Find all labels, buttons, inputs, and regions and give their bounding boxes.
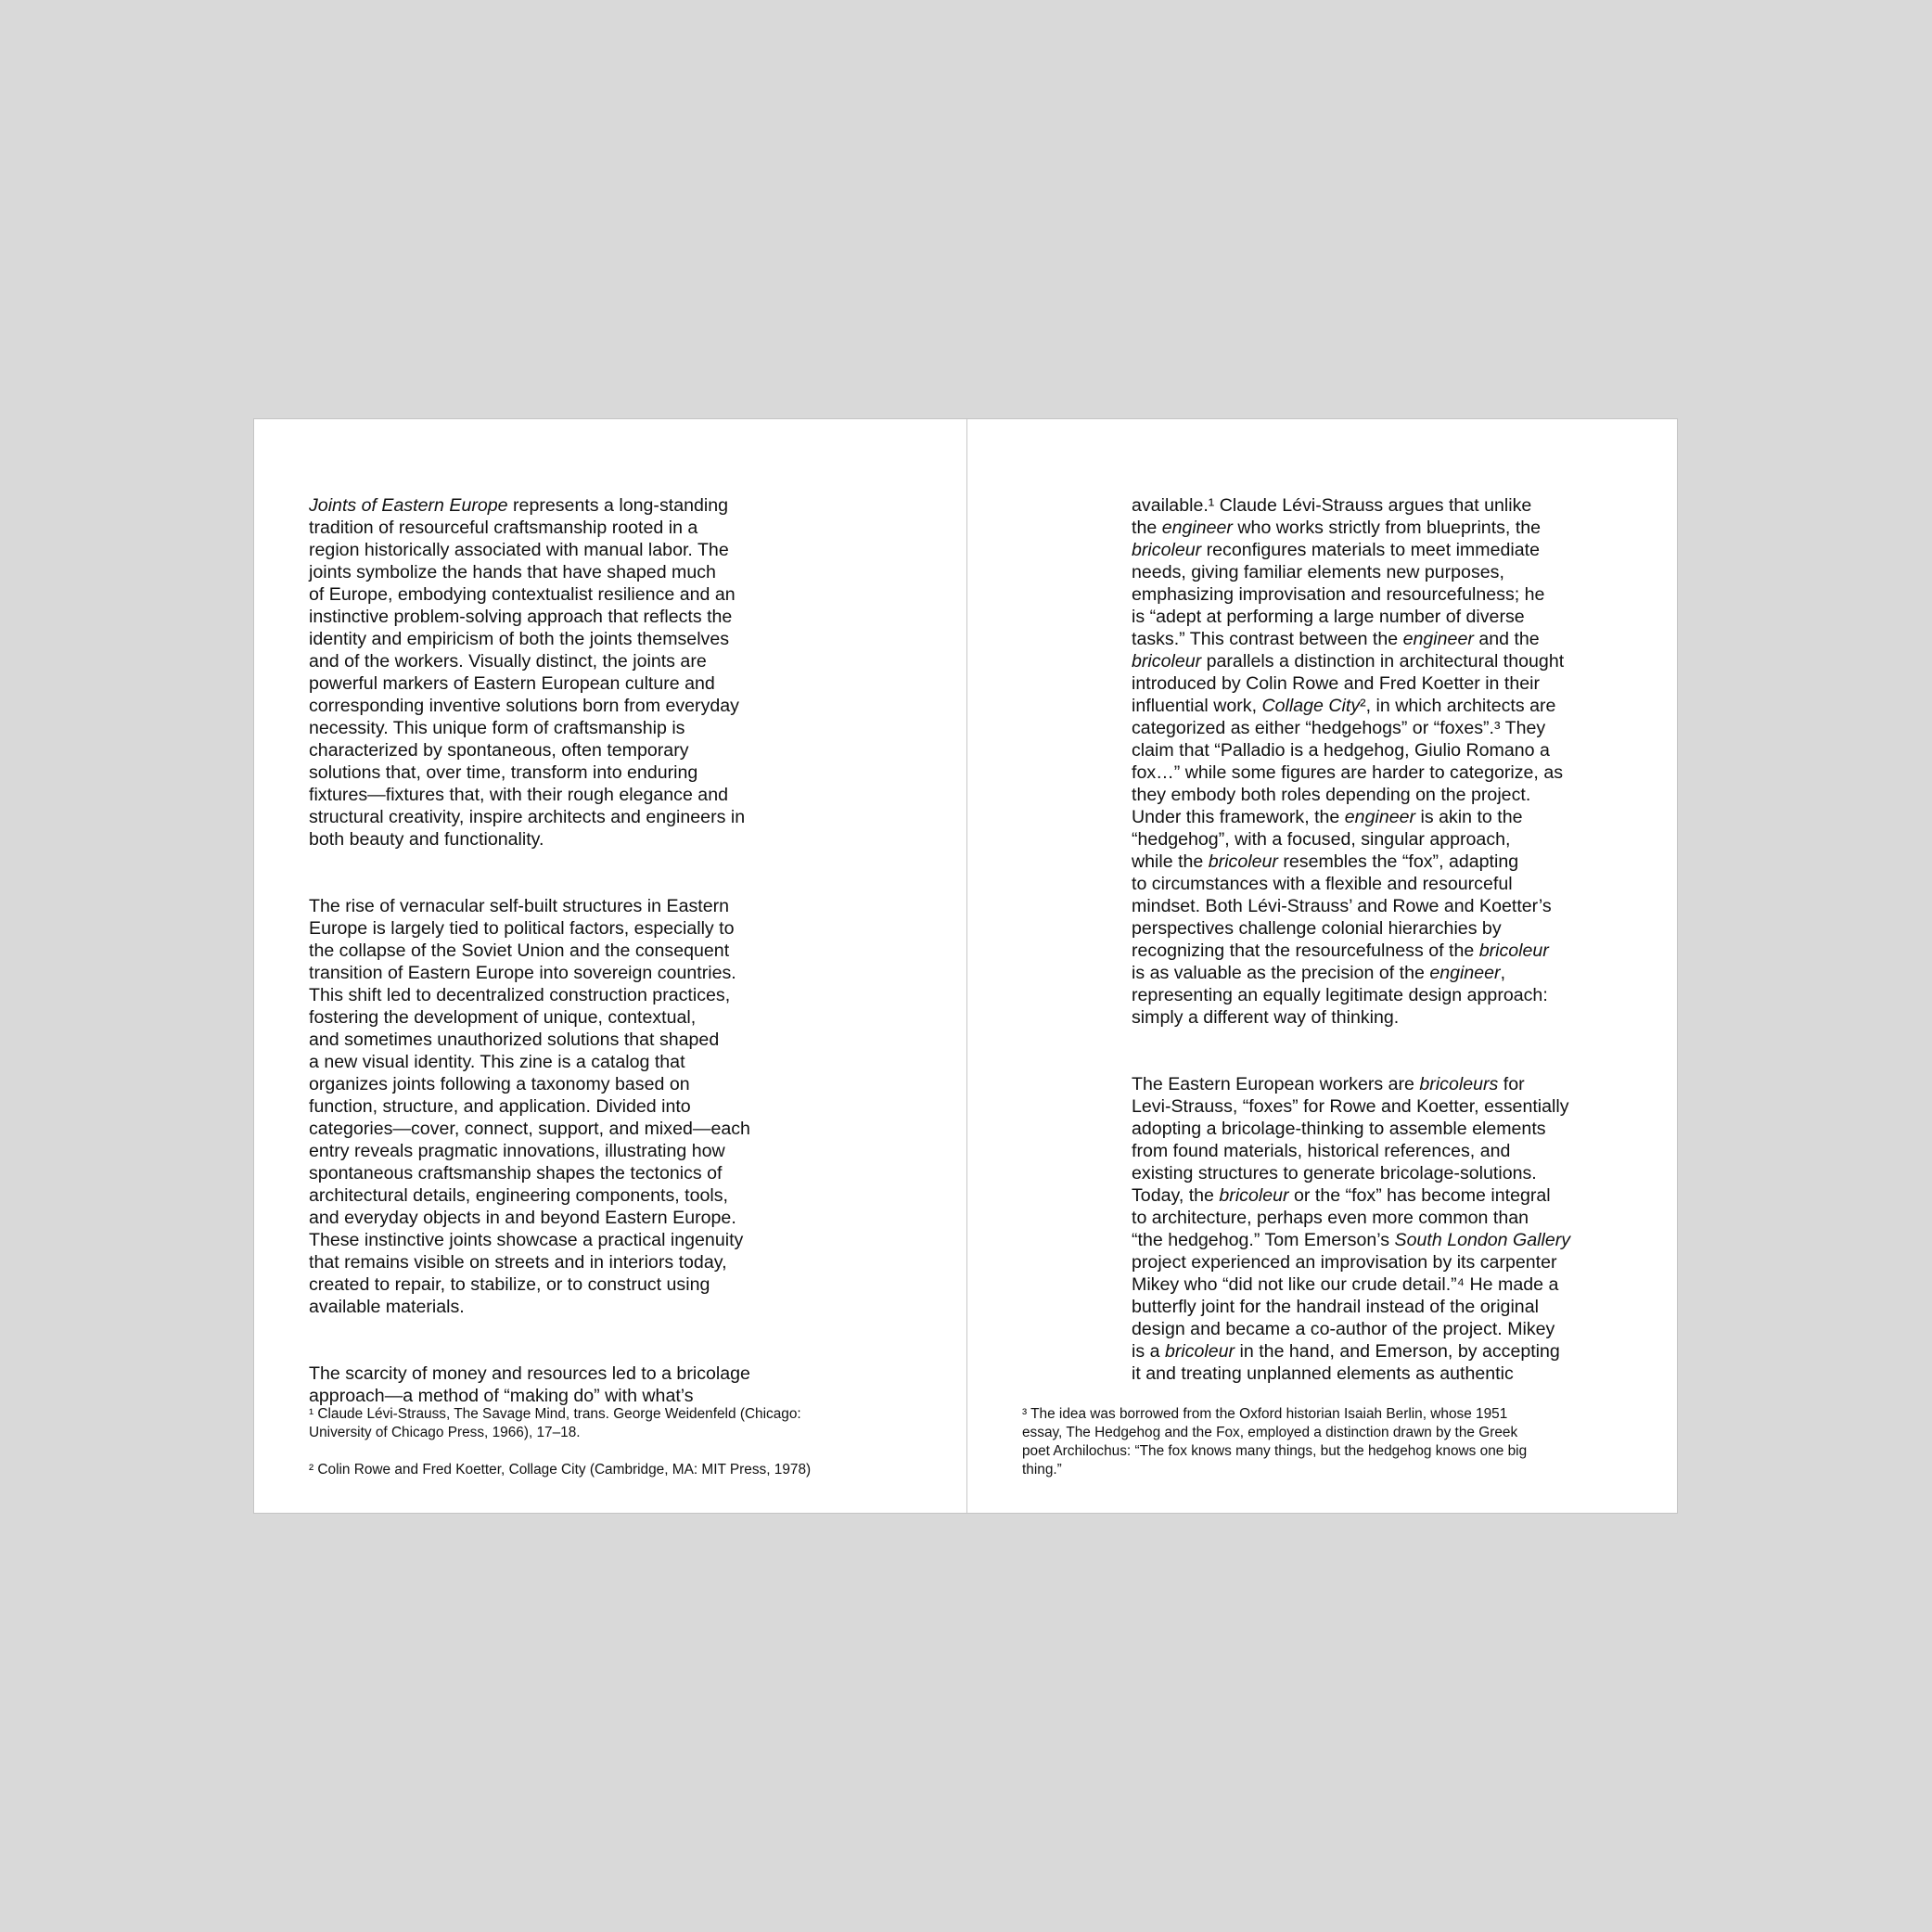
- left-page: [254, 419, 966, 1513]
- right-page-footnotes: [1022, 1387, 1634, 1498]
- left-page-footnotes: [309, 1387, 921, 1498]
- left-paragraph-2: The rise of vernacular self-built structures in Eastern Europe is largely tied to political factors, especially to the collapse of the Soviet Union and the consequent transition of Eastern Europe into sovereign countries. This shift led to decentralized construction practices, fostering the development of unique, contextual, and sometimes unauthorized solutions that shaped a new visual identity. This zine is a catalog that organizes joints following a taxonomy based on function, structure, and application. Divided into categories—cover, connect, support, and mixed—each entry reveals pragmatic innovations, illustrating how spontaneous craftsmanship shapes the tectonics of architectural details, engineering components, tools, and everyday objects in and beyond Eastern Europe. These instinctive joints showcase a practical ingenuity that remains visible on streets and in interiors today, created to repair, to stabilize, or to construct using available materials.: [309, 896, 750, 1317]
- footnote-1: ¹ Claude Lévi-Strauss, The Savage Mind, trans. George Weidenfeld (Chicago: University of Chicago Press, 1966), 17–18.: [309, 1406, 801, 1440]
- footnote-2: ² Colin Rowe and Fred Koetter, Collage City (Cambridge, MA: MIT Press, 1978): [309, 1462, 812, 1478]
- right-paragraph-1: available.¹ Claude Lévi-Strauss argues that unlike the engineer who works strictly from blueprints, the bricoleur reconfigures materials to meet immediate needs, giving familiar elements new purposes, emphasizing improvisation and resourcefulness; he is “adept at performing a large number of diverse tasks.” This contrast between the engineer and the bricoleur parallels a distinction in architectural thought introduced by Colin Rowe and Fred Koetter in their influential work, Collage City², in which architects are categorized as either “hedgehogs” or “foxes”.³ They claim that “Palladio is a hedgehog, Giulio Romano a fox…” while some figures are harder to categorize, as they embody both roles depending on the project. Under this framework, the engineer is akin to the “hedgehog”, with a focused, singular approach, while the bricoleur resembles the “fox”, adapting to circumstances with a flexible and resourceful mindset. Both Lévi-Strauss’ and Rowe and Koetter’s perspectives challenge colonial hierarchies by recognizing that the resourcefulness of the bricoleur is as valuable as the precision of the engineer, representing an equally legitimate design approach: simply a different way of thinking.: [1132, 495, 1565, 1028]
- left-paragraph-1: Joints of Eastern Europe represents a long-standing tradition of resourceful craftsmanship rooted in a region historically associated with manual labor. The joints symbolize the hands that have shaped much of Europe, embodying contextualist resilience and an instinctive problem-solving approach that reflects the identity and empiricism of both the joints themselves and of the workers. Visually distinct, the joints are powerful markers of Eastern European culture and corresponding inventive solutions born from everyday necessity. This unique form of craftsmanship is characterized by spontaneous, often temporary solutions that, over time, transform into enduring fixtures—fixtures that, with their rough elegance and structural creativity, inspire architects and engineers in both beauty and functionality.: [309, 495, 746, 850]
- left-paragraph-3: The scarcity of money and resources led to a bricolage approach—a method of “making do” with what’s: [309, 1363, 750, 1406]
- right-paragraph-2: The Eastern European workers are bricoleurs for Levi-Strauss, “foxes” for Rowe and Koetter, essentially adopting a bricolage-thinking to assemble elements from found materials, historical references, and existing structures to generate bricolage-solutions. Today, the bricoleur or the “fox” has become integral to architecture, perhaps even more common than “the hedgehog.” Tom Emerson’s South London Gallery project experienced an improvisation by its carpenter Mikey who “did not like our crude detail.”⁴ He made a butterfly joint for the handrail instead of the original design and became a co-author of the project. Mikey is a bricoleur in the hand, and Emerson, by accepting it and treating unplanned elements as authentic: [1132, 1074, 1571, 1384]
- footnote-3: ³ The idea was borrowed from the Oxford historian Isaiah Berlin, whose 1951 essay, The Hedgehog and the Fox, employed a distinction drawn by the Greek poet Archilochus: “The fox knows many things, but the hedgehog knows one big thing.”: [1022, 1406, 1528, 1478]
- book-title-italic: Joints of Eastern Europe: [309, 495, 508, 516]
- left-page-body-text: [309, 472, 828, 1429]
- book-spread: [253, 418, 1678, 1514]
- right-page: [967, 419, 1679, 1513]
- right-page-body-text: [1132, 472, 1651, 1407]
